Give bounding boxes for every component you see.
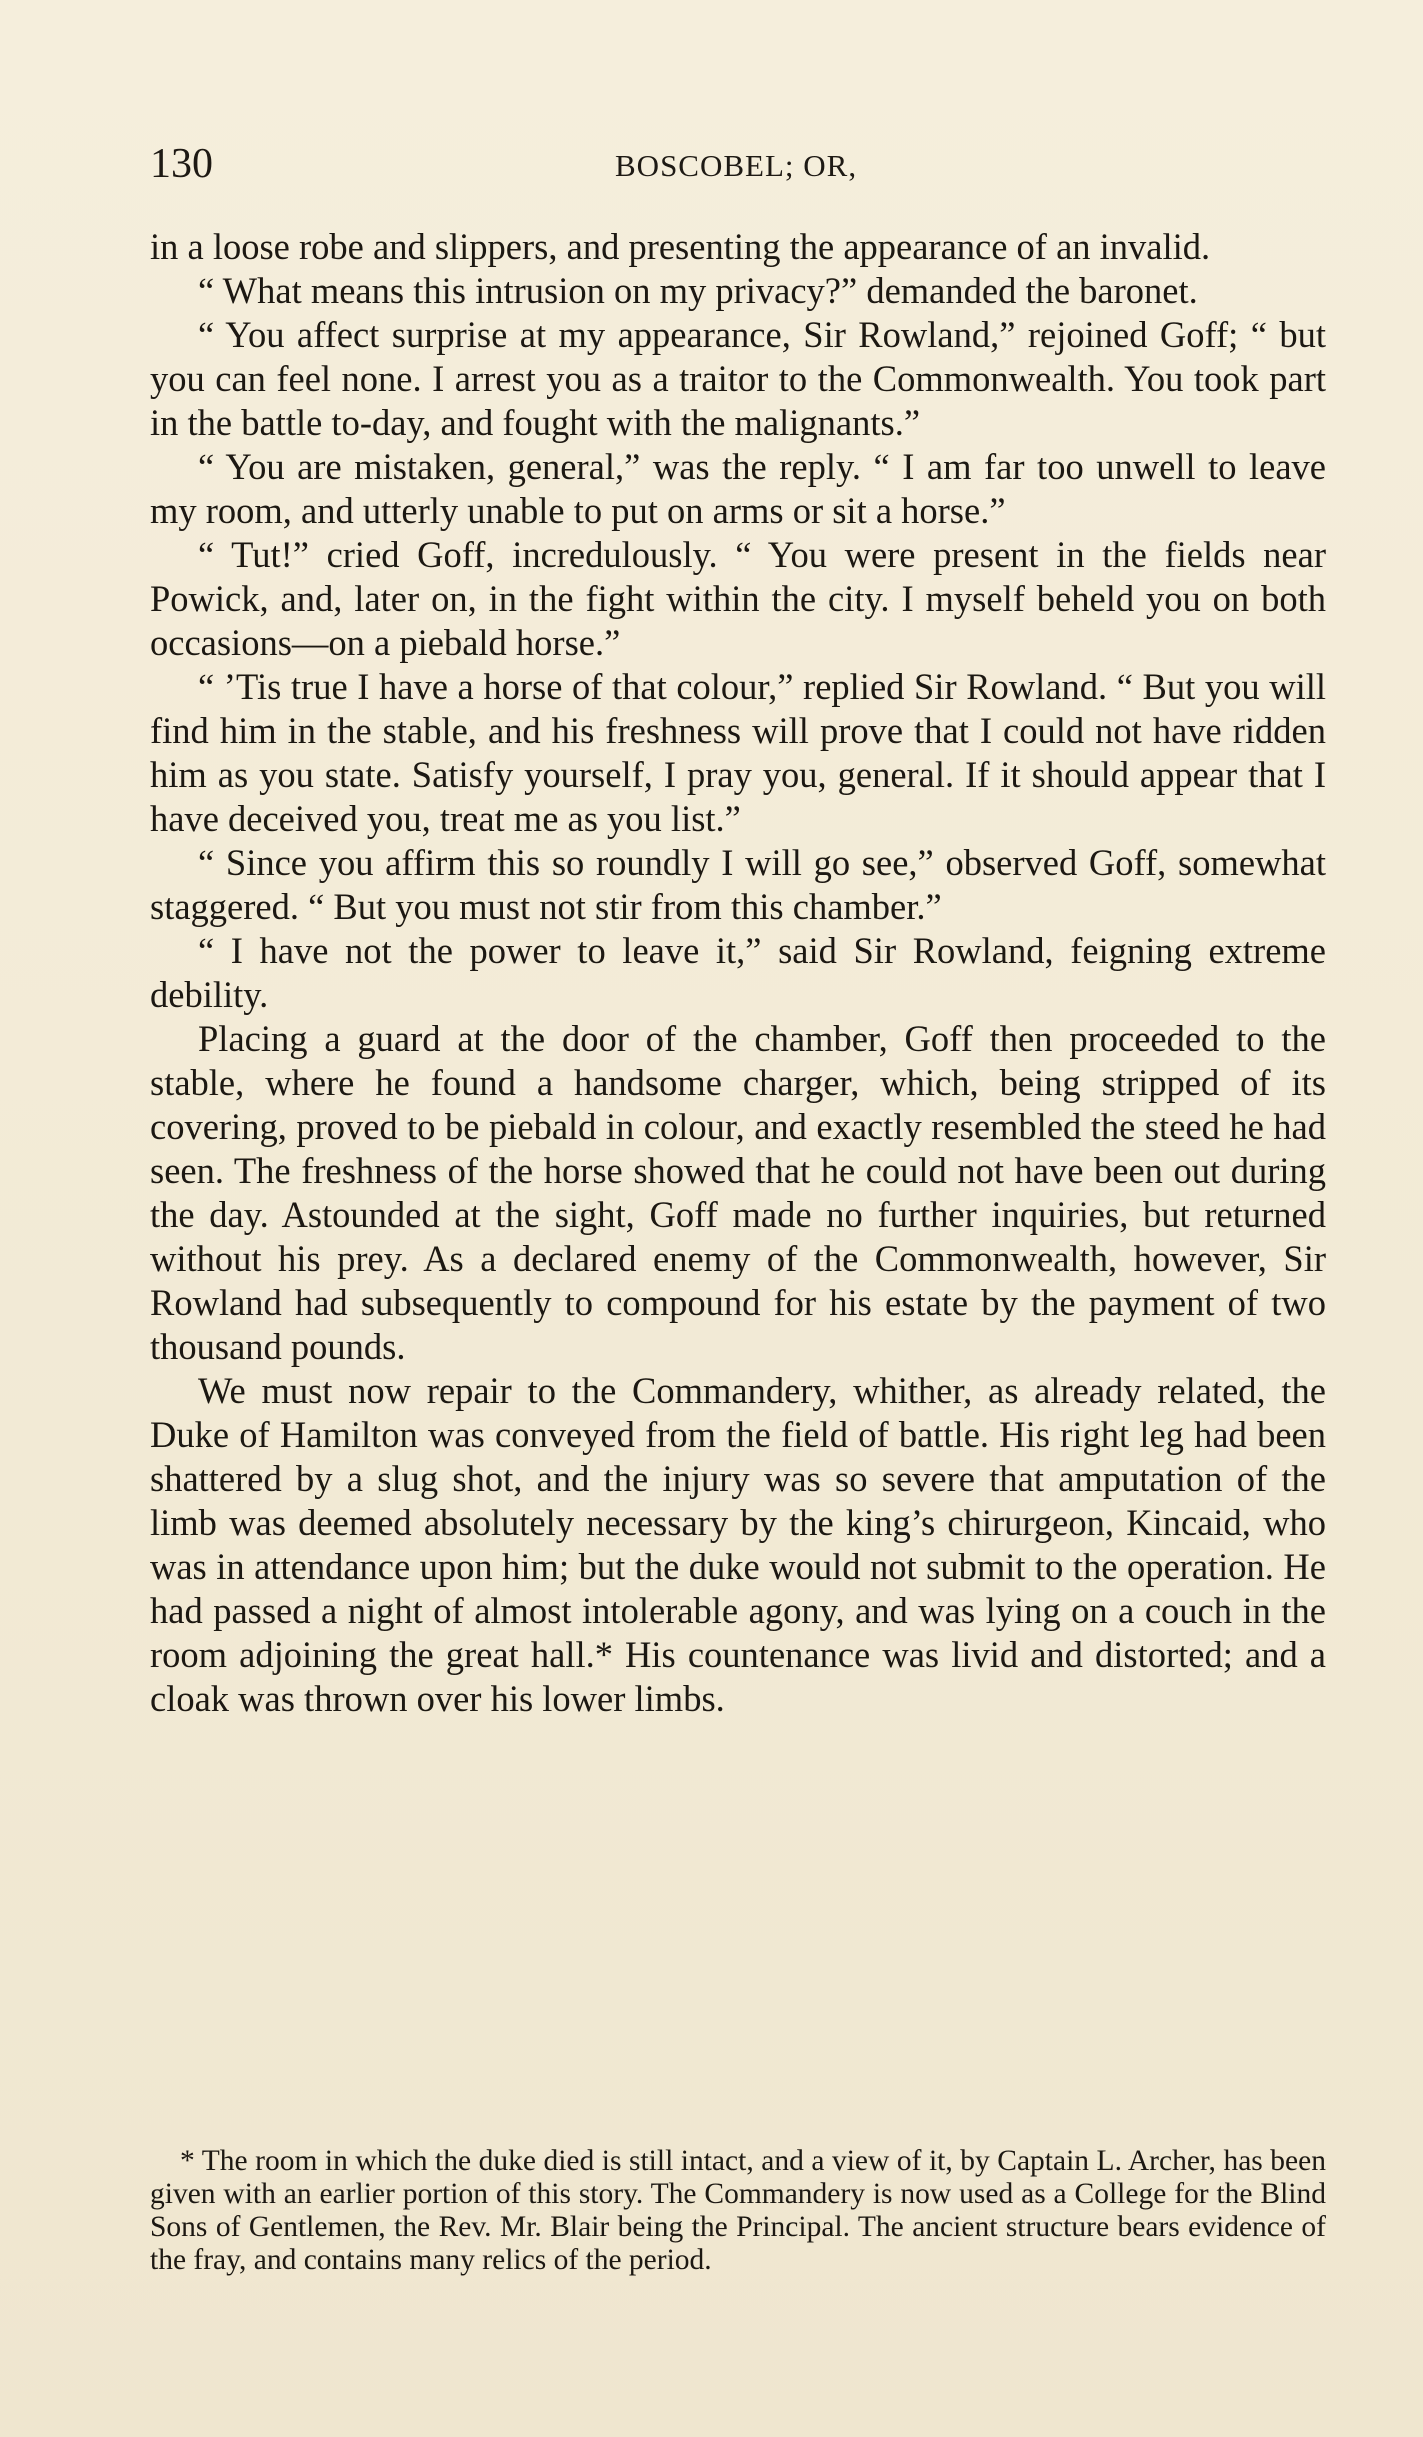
paragraph: in a loose robe and slippers, and presenting the appearance of an invalid. <box>150 226 1211 267</box>
body-text <box>150 225 1326 1721</box>
paragraph: “ ’Tis true I have a horse of that colour,” replied Sir Rowland. “ But you will find him in the stable, and his freshness will prove that I could not have ridden him as you state. Satisfy yourself, I pray you, general. If it should appear that I have deceived you, treat me as you list.” <box>150 666 1326 839</box>
paragraph: We must now repair to the Commandery, whither, as already related, the Duke of Hamilton was conveyed from the field of battle. His right leg had been shattered by a slug shot, and the injury was so severe that amputation of the limb was deemed absolutely necessary by the king’s chirurgeon, Kincaid, who was in attendance upon him; but the duke would not submit to the operation. He had passed a night of almost intolerable agony, and was lying on a couch in the room adjoining the great hall.* His countenance was livid and distorted; and a cloak was thrown over his lower limbs. <box>150 1370 1326 1719</box>
footnote-text: * The room in which the duke died is still intact, and a view of it, by Captain L. Archer, has been given with an earlier portion of this story. The Commandery is now used as a College for the Blind Sons of Gentlemen, the Rev. Mr. Blair being the Principal. The ancient structure bears evidence of the fray, and contains many relics of the period. <box>150 2145 1326 2276</box>
page-number: 130 <box>150 141 213 187</box>
paragraph: Placing a guard at the door of the chamber, Goff then proceeded to the stable, where he found a handsome charger, which, being stripped of its covering, proved to be piebald in colour, and exactly resembled the steed he had seen. The freshness of the horse showed that he could not have been out during the day. Astounded at the sight, Goff made no further inquiries, but returned without his prey. As a declared enemy of the Commonwealth, however, Sir Rowland had subsequently to compound for his estate by the payment of two thousand pounds. <box>150 1018 1326 1367</box>
footnote <box>150 2145 1326 2277</box>
paragraph: “ Tut!” cried Goff, incredulously. “ You were present in the fields near Powick, and, later on, in the fight within the city. I myself beheld you on both occasions—on a piebald horse.” <box>150 534 1326 663</box>
paragraph: “ You are mistaken, general,” was the reply. “ I am far too unwell to leave my room, and utterly unable to put on arms or sit a horse.” <box>150 446 1326 531</box>
page-header <box>150 140 1326 196</box>
running-head: BOSCOBEL; OR, <box>615 148 858 183</box>
paragraph: “ Since you affirm this so roundly I will go see,” observed Goff, somewhat staggered. “ But you must not stir from this chamber.” <box>150 842 1326 927</box>
paragraph: “ What means this intrusion on my privacy?” demanded the baronet. <box>198 270 1198 311</box>
paragraph: “ I have not the power to leave it,” said Sir Rowland, feigning extreme debility. <box>150 930 1326 1015</box>
paragraph: “ You affect surprise at my appearance, Sir Rowland,” rejoined Goff; “ but you can feel none. I arrest you as a traitor to the Commonwealth. You took part in the battle to-day, and fought with the malignants.” <box>150 314 1326 443</box>
